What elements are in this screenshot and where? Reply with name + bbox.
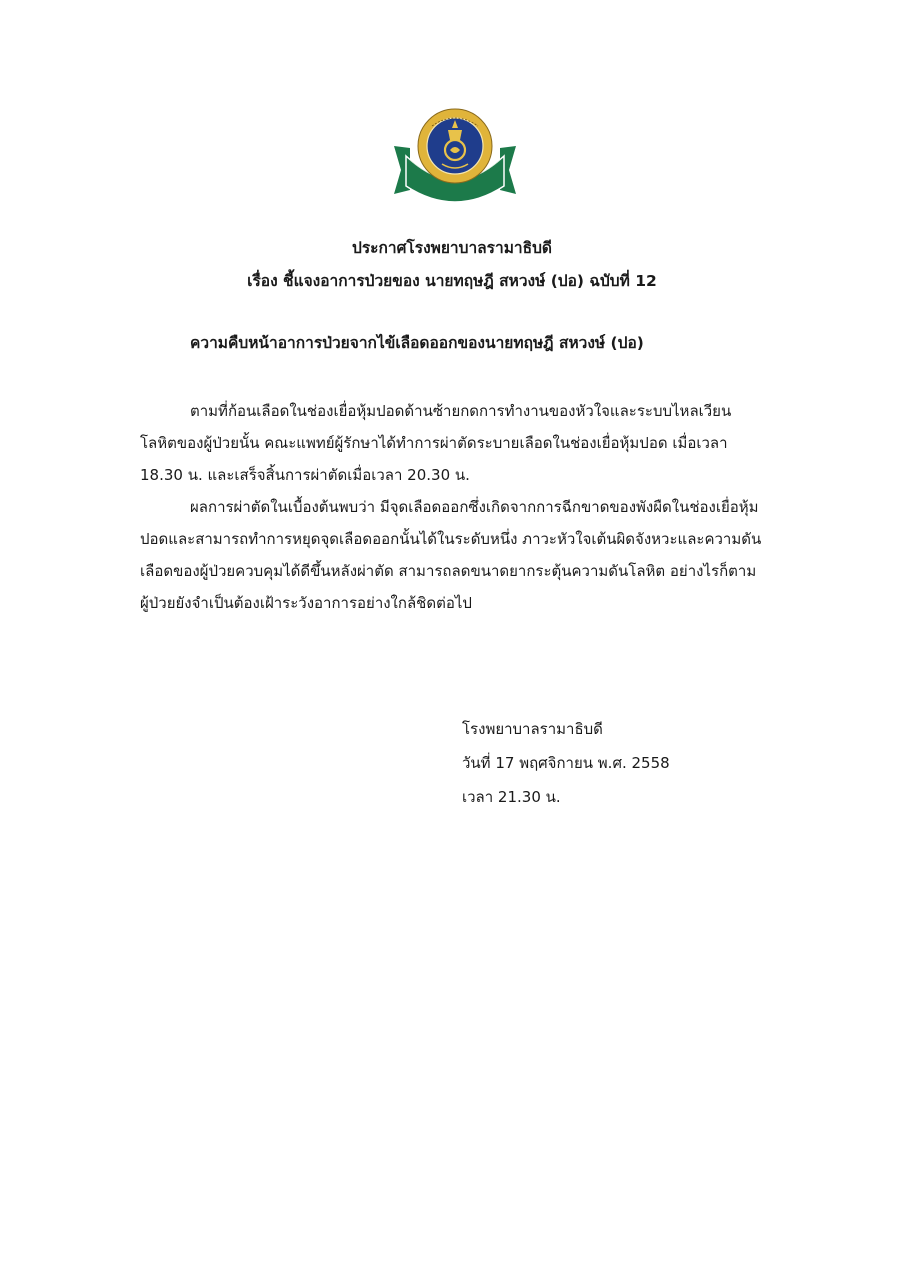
document-header (0, 232, 904, 298)
paragraph-1 (140, 395, 780, 491)
progress-subtitle: ความคืบหน้าอาการป่วยจากไข้เลือดออกของนายทฤษฎี สหวงษ์ (ปอ) (190, 334, 644, 352)
body-line: ผลการผ่าตัดในเบื้องต้นพบว่า มีจุดเลือดออกซึ่งเกิดจากการฉีกขาดของพังผืดในช่องเยื่อหุ้ม (190, 498, 759, 516)
signature-time: เวลา 21.30 น. (462, 788, 561, 806)
paragraph-2 (140, 491, 780, 619)
document-body (140, 395, 780, 619)
body-line: ผู้ป่วยยังจำเป็นต้องเฝ้าระวังอาการอย่างใกล้ชิดต่อไป (140, 594, 472, 612)
body-line: 18.30 น. และเสร็จสิ้นการผ่าตัดเมื่อเวลา 20.30 น. (140, 466, 470, 484)
signature-date: วันที่ 17 พฤศจิกายน พ.ศ. 2558 (462, 754, 670, 772)
announcement-subject: เรื่อง ชี้แจงอาการป่วยของ นายทฤษฎี สหวงษ์ (ปอ) ฉบับที่ 12 (247, 272, 657, 290)
body-line: ตามที่ก้อนเลือดในช่องเยื่อหุ้มปอดด้านซ้ายกดการทำงานของหัวใจและระบบไหลเวียน (190, 402, 732, 420)
signature-org: โรงพยาบาลรามาธิบดี (462, 720, 603, 738)
ramathibodi-logo (392, 106, 518, 206)
announcement-title: ประกาศโรงพยาบาลรามาธิบดี (352, 239, 552, 257)
body-line: ปอดและสามารถทำการหยุดจุดเลือดออกนั้นได้ในระดับหนึ่ง ภาวะหัวใจเต้นผิดจังหวะและความดัน (140, 530, 762, 548)
body-line: โลหิตของผู้ป่วยนั้น คณะแพทย์ผู้รักษาได้ทำการผ่าตัดระบายเลือดในช่องเยื่อหุ้มปอด เมื่อเวลา (140, 434, 728, 452)
body-line: เลือดของผู้ป่วยควบคุมได้ดีขึ้นหลังผ่าตัด สามารถลดขนาดยากระตุ้นความดันโลหิต อย่างไรก็ตาม (140, 562, 757, 580)
signature-block (462, 712, 670, 814)
